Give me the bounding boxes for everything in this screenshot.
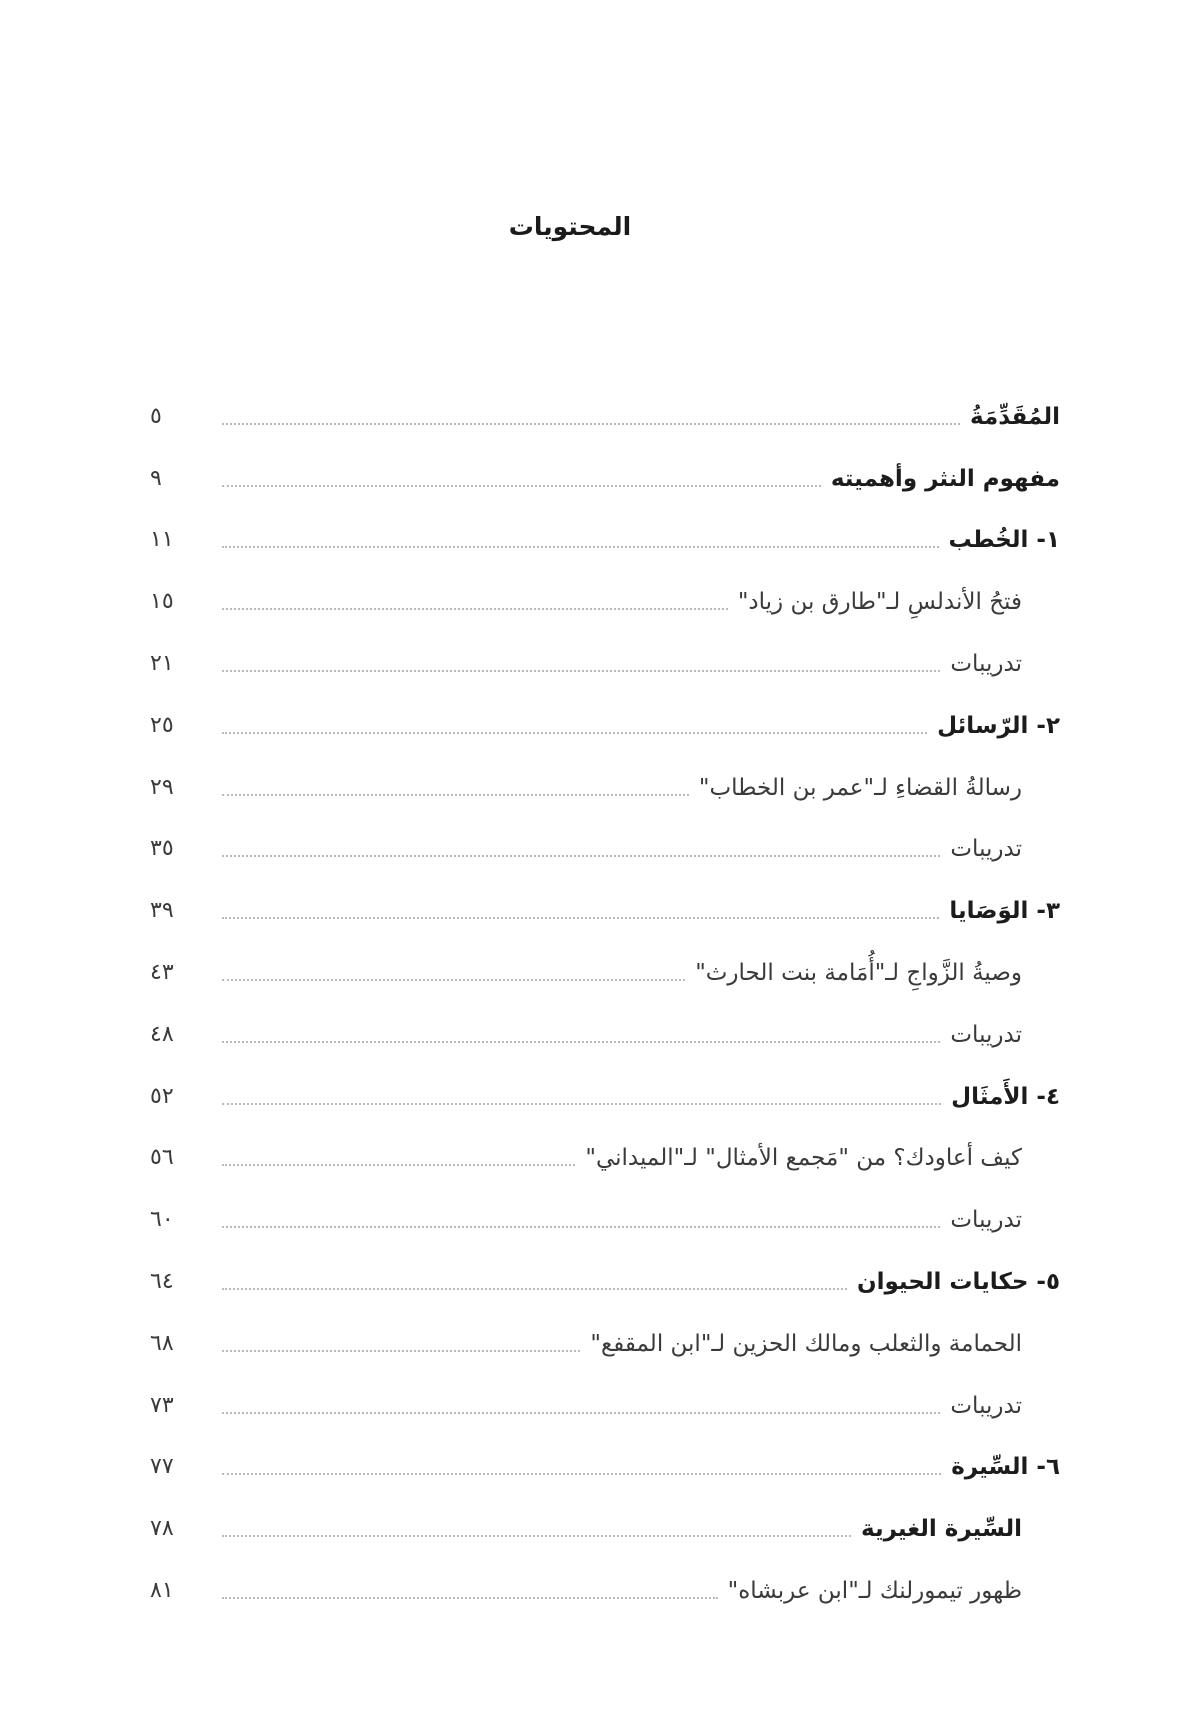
dotted-leader [222,607,728,610]
dotted-leader [222,1287,847,1290]
dotted-leader [222,1349,580,1352]
toc-entry-label: الحمامة والثعلب ومالك الحزين لـ"ابن المقفع" [590,1330,1022,1357]
toc-entry[interactable] [150,1421,1060,1483]
toc-entry-page: ٩ [150,465,162,491]
toc-entry-label: مفهوم النثر وأهميته [830,465,1060,492]
toc-entry[interactable] [150,803,1060,865]
toc-entry[interactable] [150,1112,1060,1174]
toc-entry-page: ٧٣ [150,1392,174,1418]
toc-entry[interactable] [150,864,1060,926]
toc-entry[interactable] [150,1050,1060,1112]
dotted-leader [222,731,927,734]
toc-entry-page: ٣٥ [150,836,174,862]
toc-entry[interactable] [150,1359,1060,1421]
toc-entry-label: ٢- الرّسائل [937,712,1060,739]
toc-entry-page: ٣٩ [150,898,174,924]
toc-entry-page: ٢٥ [150,712,174,738]
toc-entry-page: ٢٩ [150,774,174,800]
toc-entry-label: ٥- حكايات الحيوان [857,1268,1060,1295]
toc-entry-label: وصيةُ الزَّواجِ لـ"أُمَامة بنت الحارث" [695,959,1022,986]
dotted-leader [222,854,940,857]
toc-entry-label: ٤- الأَمثَال [951,1083,1060,1110]
dotted-leader [222,916,939,919]
toc-entry-page: ٥٢ [150,1083,174,1109]
toc-entry[interactable] [150,1235,1060,1297]
toc-entry-label: تدريبات [950,1207,1022,1234]
toc-entry-page: ٦٤ [150,1268,174,1294]
toc-entry-label: تدريبات [950,836,1022,863]
toc-entry[interactable] [150,741,1060,803]
toc-entry-label: ٦- السِّيرة [951,1454,1060,1481]
toc-entry[interactable] [150,494,1060,556]
toc-entry[interactable] [150,617,1060,679]
toc-entry-label: فتحُ الأندلسِ لـ"طارق بن زياد" [737,589,1022,616]
toc-entry[interactable] [150,1297,1060,1359]
dotted-leader [222,978,685,981]
toc-entry-label: ظهور تيمورلنك لـ"ابن عربشاه" [727,1577,1022,1604]
dotted-leader [222,545,939,548]
toc-entry[interactable] [150,1173,1060,1235]
toc-entry-label: السِّيرة الغيرية [861,1516,1022,1543]
toc-entry-page: ٦٠ [150,1207,174,1233]
toc-entry[interactable] [150,926,1060,988]
dotted-leader [222,1534,851,1537]
dotted-leader [222,422,960,425]
toc-entry-page: ١١ [150,527,174,553]
toc-entry[interactable] [150,370,1060,432]
toc-entry-page: ٤٨ [150,1021,174,1047]
dotted-leader [222,1411,940,1414]
toc-entry-page: ٨١ [150,1577,174,1603]
toc-entry-page: ٥ [150,403,162,429]
toc-entry-page: ١٥ [150,589,174,615]
toc-entry[interactable] [150,1482,1060,1544]
page-title: المحتويات [508,212,632,241]
toc-entry-label: ٣- الوَصَايا [949,898,1060,925]
toc-entry-label: المُقَدِّمَةُ [970,403,1060,430]
toc-entry-label: كيف أعاودك؟ من "مَجمع الأمثال" لـ"الميداني" [585,1145,1022,1172]
toc-entry-page: ٥٦ [150,1145,174,1171]
table-of-contents [150,370,1060,1606]
toc-entry-label: تدريبات [950,1021,1022,1048]
dotted-leader [222,793,689,796]
dotted-leader [222,1596,718,1599]
toc-entry-label: ١- الخُطب [948,527,1060,554]
toc-entry-page: ٢١ [150,650,174,676]
toc-entry-page: ٧٨ [150,1516,174,1542]
toc-entry-label: رسالةُ القضاءِ لـ"عمر بن الخطاب" [698,774,1022,801]
toc-entry[interactable] [150,432,1060,494]
dotted-leader [222,1225,940,1228]
toc-entry-page: ٦٨ [150,1330,174,1356]
dotted-leader [222,1163,575,1166]
toc-entry-label: تدريبات [950,650,1022,677]
toc-entry-label: تدريبات [950,1392,1022,1419]
dotted-leader [222,1472,941,1475]
dotted-leader [222,484,821,487]
toc-entry[interactable] [150,555,1060,617]
dotted-leader [222,1102,941,1105]
toc-entry[interactable] [150,1544,1060,1606]
toc-entry-page: ٤٣ [150,959,174,985]
toc-entry[interactable] [150,679,1060,741]
dotted-leader [222,669,940,672]
toc-entry[interactable] [150,988,1060,1050]
toc-entry-page: ٧٧ [150,1454,174,1480]
dotted-leader [222,1040,940,1043]
